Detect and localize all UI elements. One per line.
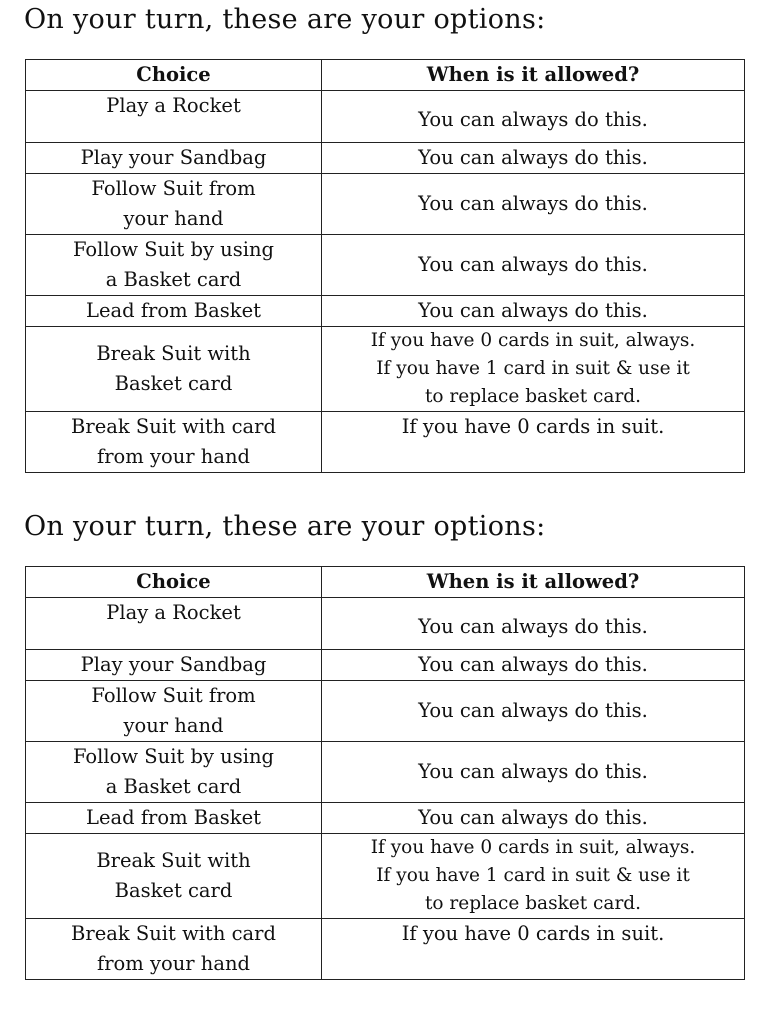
when-line: If you have 1 card in suit & use it (376, 865, 690, 886)
choice-line: Break Suit with card (71, 922, 276, 945)
table-row (26, 803, 745, 834)
choice-line: Break Suit with (96, 849, 251, 872)
choice-line: Play a Rocket (106, 94, 241, 117)
options-table (25, 59, 745, 473)
when-cell (322, 834, 745, 919)
choice-cell (26, 143, 322, 174)
choice-cell (26, 650, 322, 681)
table-row (26, 650, 745, 681)
when-line: You can always do this. (418, 699, 648, 722)
table-row (26, 174, 745, 235)
when-cell (322, 327, 745, 412)
choice-cell (26, 834, 322, 919)
when-cell (322, 681, 745, 742)
when-cell (322, 742, 745, 803)
when-cell (322, 803, 745, 834)
when-line: You can always do this. (418, 146, 648, 169)
choice-cell (26, 296, 322, 327)
when-cell (322, 412, 745, 473)
choice-cell (26, 803, 322, 834)
table-row (26, 412, 745, 473)
when-line: You can always do this. (418, 253, 648, 276)
choice-cell (26, 327, 322, 412)
when-line: You can always do this. (418, 299, 648, 322)
choice-cell (26, 919, 322, 980)
table-row (26, 327, 745, 412)
when-line: If you have 0 cards in suit, always. (370, 330, 696, 351)
choice-cell (26, 742, 322, 803)
choice-line: Play your Sandbag (80, 146, 267, 169)
when-cell (322, 174, 745, 235)
table-row (26, 742, 745, 803)
choice-line: Follow Suit by using (72, 745, 275, 768)
choice-line: Basket card (114, 372, 233, 395)
when-cell (322, 143, 745, 174)
choice-line: Break Suit with (96, 342, 251, 365)
when-cell (322, 91, 745, 143)
table-row (26, 681, 745, 742)
when-line: You can always do this. (418, 653, 648, 676)
table-row (26, 91, 745, 143)
choice-line: from your hand (96, 445, 251, 468)
column-header-choice: Choice (26, 567, 322, 598)
when-line: to replace basket card. (424, 386, 642, 407)
card-heading: On your turn, these are your options: (24, 4, 546, 35)
choice-cell (26, 235, 322, 296)
table-row (26, 919, 745, 980)
card-heading: On your turn, these are your options: (24, 511, 546, 542)
when-line: You can always do this. (418, 614, 648, 638)
choice-cell (26, 681, 322, 742)
table-row (26, 235, 745, 296)
choice-cell (26, 412, 322, 473)
table-row (26, 834, 745, 919)
choice-line: your hand (123, 207, 224, 230)
when-cell (322, 296, 745, 327)
column-header-when: When is it allowed? (322, 567, 745, 598)
choice-cell (26, 91, 322, 143)
choice-line: Lead from Basket (86, 806, 261, 829)
when-line: If you have 0 cards in suit. (401, 415, 665, 438)
when-line: You can always do this. (418, 192, 648, 215)
choice-line: Play a Rocket (106, 601, 241, 624)
choice-line: Follow Suit from (91, 177, 256, 200)
choice-line: your hand (123, 714, 224, 737)
choice-line: Follow Suit by using (72, 238, 275, 261)
choice-cell (26, 174, 322, 235)
when-line: to replace basket card. (424, 893, 642, 914)
table-row (26, 296, 745, 327)
when-line: If you have 0 cards in suit. (401, 922, 665, 945)
when-line: You can always do this. (418, 806, 648, 829)
choice-cell (26, 598, 322, 650)
table-row (26, 143, 745, 174)
choice-line: Lead from Basket (86, 299, 261, 322)
table-header-row (26, 567, 745, 598)
when-line: You can always do this. (418, 760, 648, 783)
choice-line: from your hand (96, 952, 251, 975)
column-header-choice: Choice (26, 60, 322, 91)
options-table (25, 566, 745, 980)
choice-line: Follow Suit from (91, 684, 256, 707)
table-header-row (26, 60, 745, 91)
choice-line: Basket card (114, 879, 233, 902)
table-row (26, 598, 745, 650)
choice-line: Break Suit with card (71, 415, 276, 438)
when-line: If you have 1 card in suit & use it (376, 358, 690, 379)
when-cell (322, 235, 745, 296)
choice-line: a Basket card (105, 268, 242, 291)
choice-line: a Basket card (105, 775, 242, 798)
when-line: If you have 0 cards in suit, always. (370, 837, 696, 858)
when-cell (322, 650, 745, 681)
column-header-when: When is it allowed? (322, 60, 745, 91)
choice-line: Play your Sandbag (80, 653, 267, 676)
when-line: You can always do this. (418, 107, 648, 131)
when-cell (322, 919, 745, 980)
when-cell (322, 598, 745, 650)
